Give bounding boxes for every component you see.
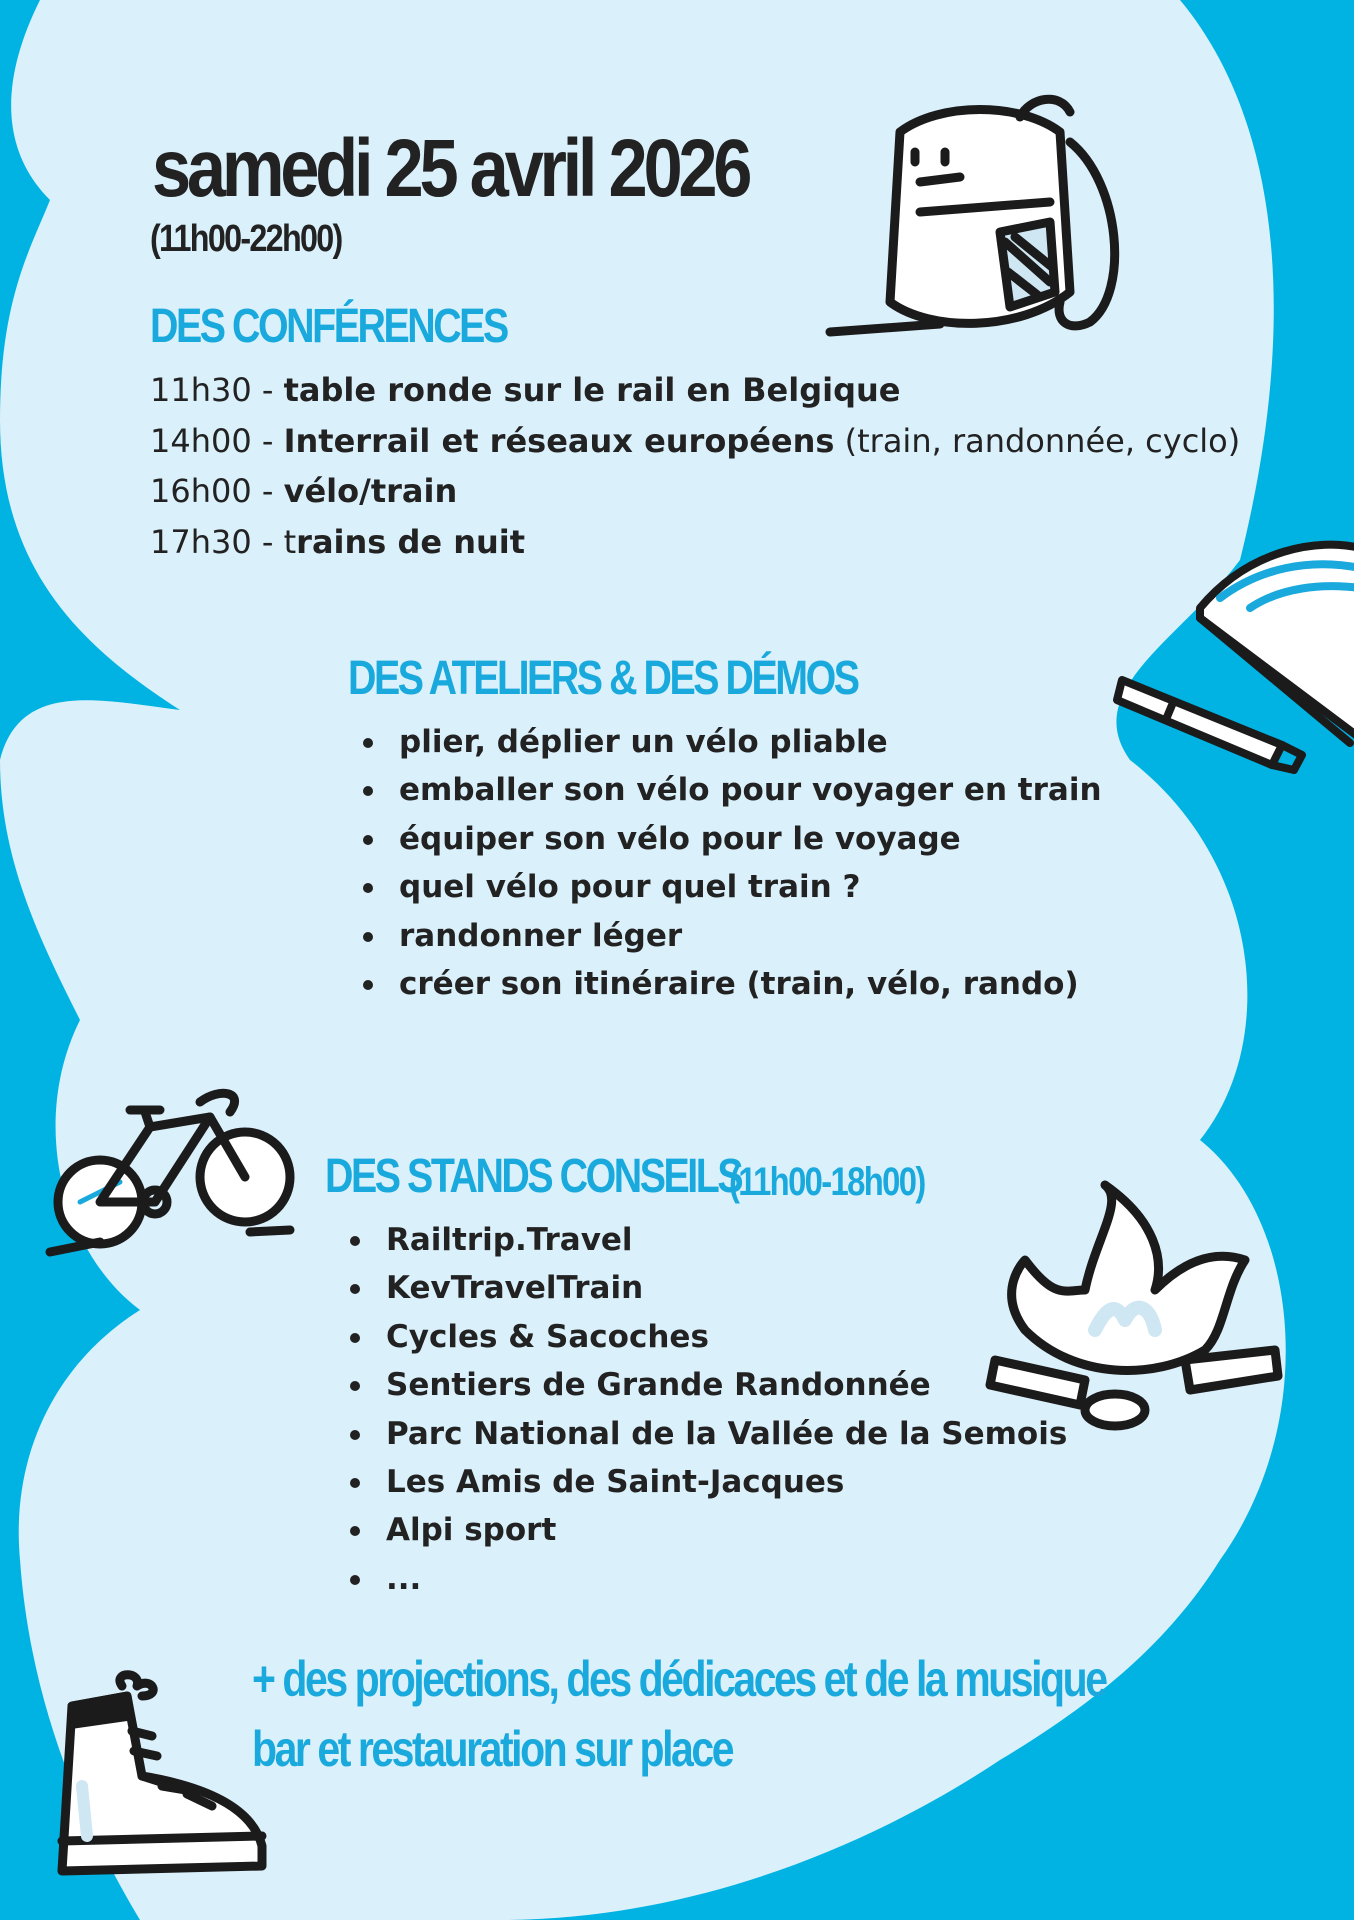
list-item [386,1555,1067,1603]
extras-line: + des projections, des dédicaces et de la musique [252,1651,1106,1707]
conference-time: 14h00 - [150,421,284,460]
workshops-list [399,718,1102,1008]
bullet-icon [363,738,373,748]
stands-heading: DES STANDS CONSEILS [325,1150,742,1203]
list-item [386,1410,1067,1458]
bicycle-icon [50,1082,300,1272]
conference-title: Interrail et réseaux européens [283,421,835,460]
stand-label: Sentiers de Grande Randonnée [386,1367,931,1404]
event-date-title: samedi 25 avril 2026 [152,123,749,214]
bullet-icon [363,835,373,845]
bullet-icon [363,932,373,942]
bullet-icon [363,980,373,990]
list-item [399,912,1102,960]
event-hours: (11h00-22h00) [150,218,342,260]
conference-extra: (train, randonnée, cyclo) [834,421,1241,460]
stand-label: Parc National de la Vallée de la Semois [386,1415,1068,1452]
workshops-heading: DES ATELIERS & DES DÉMOS [348,652,858,705]
bullet-icon [350,1236,360,1246]
workshop-label: randonner léger [399,917,683,954]
list-item [150,365,1240,416]
list-item [386,1216,1067,1264]
pen-icon [1112,665,1312,775]
list-item [150,517,1240,568]
list-item [386,1313,1067,1361]
bullet-icon [350,1478,360,1488]
workshop-label: emballer son vélo pour voyager en train [399,772,1102,809]
conferences-heading: DES CONFÉRENCES [150,300,507,353]
bullet-icon [350,1333,360,1343]
list-item [399,815,1102,863]
list-item [399,863,1102,911]
hiking-boot-icon [52,1676,282,1886]
workshop-label: équiper son vélo pour le voyage [399,820,961,857]
conference-time: 16h00 - [150,472,284,511]
stand-label: Railtrip.Travel [386,1222,633,1258]
bullet-icon [350,1575,360,1585]
stand-label: Alpi sport [386,1512,557,1549]
list-item [386,1458,1067,1506]
list-item [399,718,1102,766]
list-item [150,466,1240,517]
stand-label: Cycles & Sacoches [386,1318,709,1355]
list-item [386,1361,1067,1409]
stand-label: KevTravelTrain [386,1270,644,1307]
stands-hours: (11h00-18h00) [729,1160,925,1204]
stand-label: ... [386,1560,422,1597]
bar-line: bar et restauration sur place [252,1721,733,1777]
list-item [399,960,1102,1008]
list-item [150,416,1240,467]
conference-title: vélo/train [283,472,458,511]
stands-list [386,1216,1067,1603]
bullet-icon [350,1430,360,1440]
conference-title: rains de nuit [296,523,526,562]
conference-title: table ronde sur le rail en Belgique [283,371,901,409]
list-item [386,1506,1067,1554]
list-item [399,766,1102,814]
list-item [386,1264,1067,1312]
workshop-label: créer son itinéraire (train, vélo, rando) [399,966,1079,1003]
conferences-list [150,365,1240,568]
workshop-label: quel vélo pour quel train ? [399,869,861,906]
stand-label: Les Amis de Saint-Jacques [386,1464,845,1501]
conference-time: 17h30 - t [150,523,297,562]
workshop-label: plier, déplier un vélo pliable [399,724,888,760]
conference-time: 11h30 - [150,371,284,409]
backpack-icon [820,92,1140,362]
